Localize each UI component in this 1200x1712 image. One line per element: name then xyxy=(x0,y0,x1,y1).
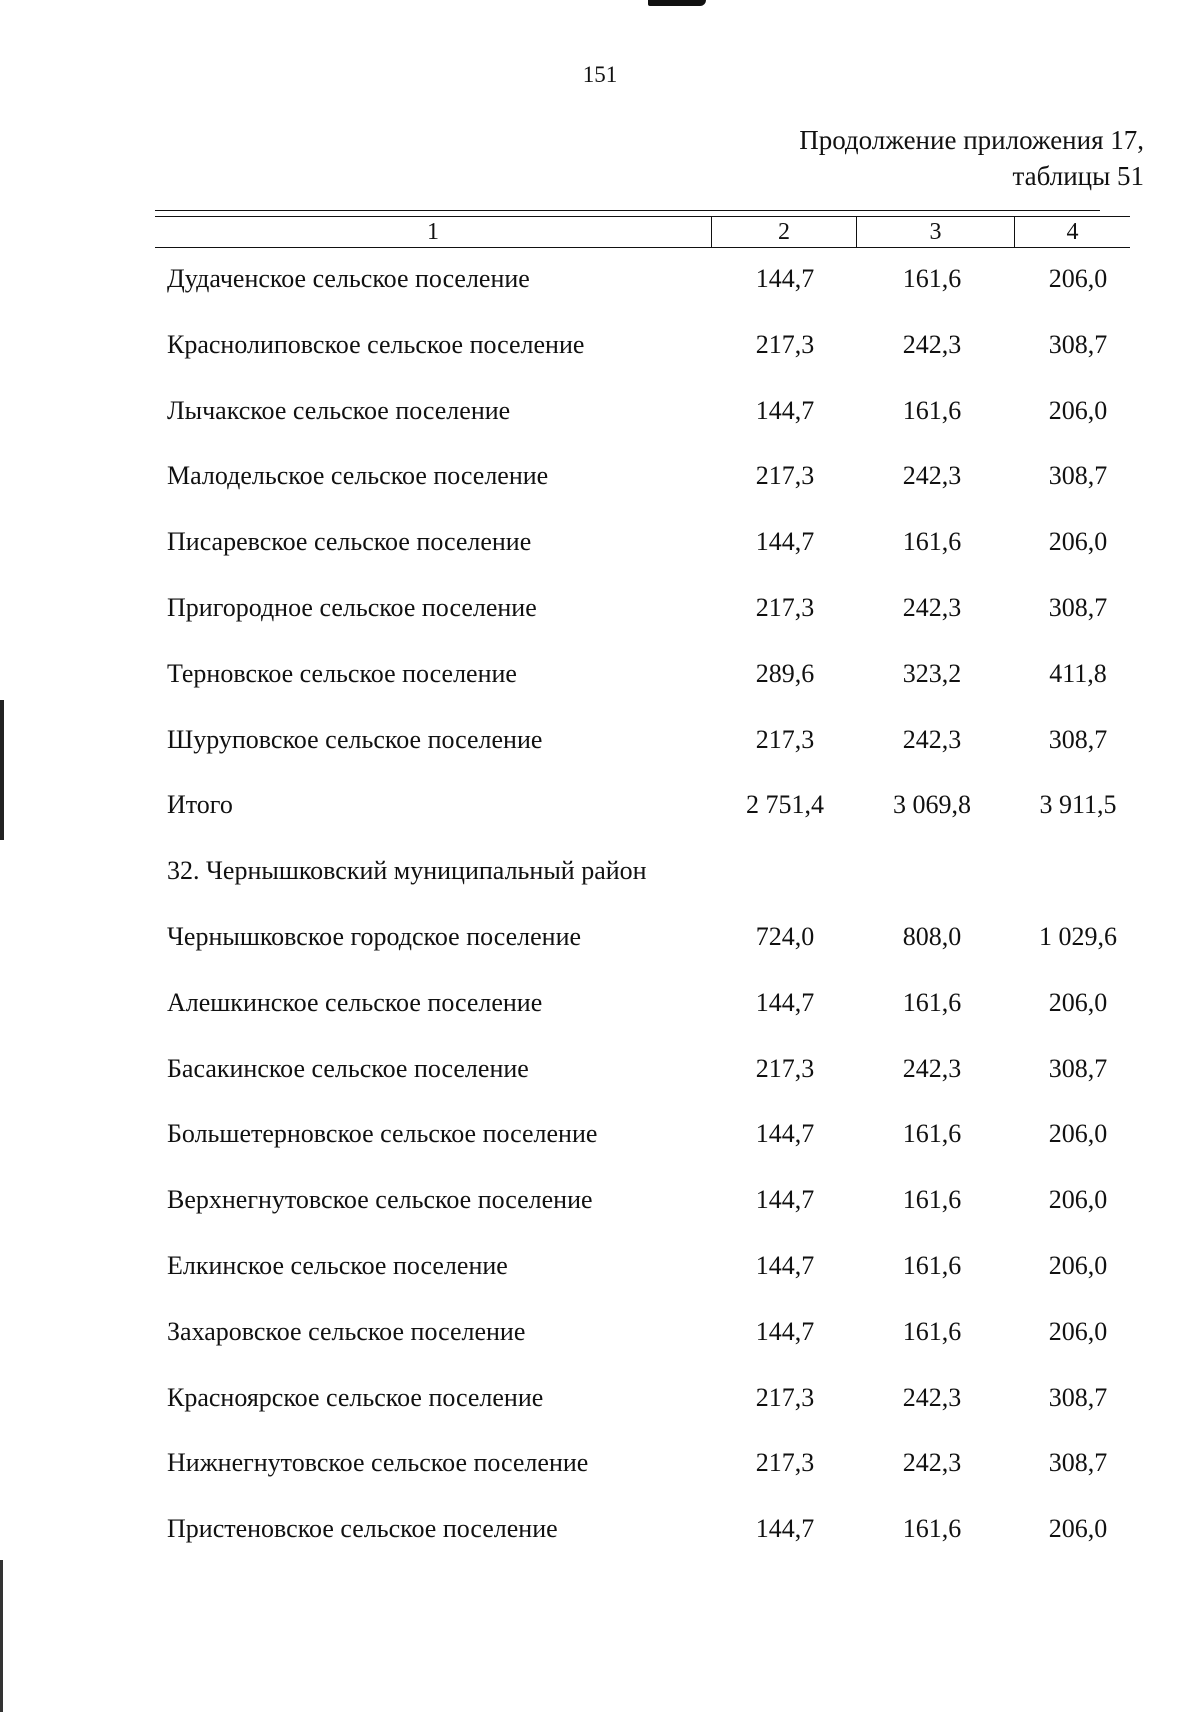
row-value-col-2: 144,7 xyxy=(755,395,815,425)
row-value-col-4: 308,7 xyxy=(1048,724,1108,754)
row-value-col-2: 217,3 xyxy=(755,329,815,359)
table-body xyxy=(0,264,1200,1580)
row-name: Елкинское сельское поселение xyxy=(167,1250,508,1280)
table-row xyxy=(0,1054,1200,1120)
row-name: Лычакское сельское поселение xyxy=(167,395,511,425)
row-value-col-3: 161,6 xyxy=(902,1185,962,1215)
continuation-line-2: таблицы 51 xyxy=(1012,161,1144,191)
row-value-col-2: 217,3 xyxy=(755,592,815,622)
row-name: Алешкинское сельское поселение xyxy=(167,987,543,1017)
row-value-col-2: 217,3 xyxy=(755,461,815,491)
header-col-1: 1 xyxy=(155,217,712,247)
row-name: Чернышковское городское поселение xyxy=(167,921,582,951)
row-name: Захаровское сельское поселение xyxy=(167,1316,526,1346)
row-value-col-2: 724,0 xyxy=(755,921,815,951)
row-value-col-2: 144,7 xyxy=(755,1316,815,1346)
table-row xyxy=(0,1383,1200,1449)
row-value-col-4: 206,0 xyxy=(1048,1119,1108,1149)
row-value-col-4: 308,7 xyxy=(1048,461,1108,491)
table-row xyxy=(0,922,1200,988)
row-value-col-3: 242,3 xyxy=(902,1053,962,1083)
row-name: Пристеновское сельское поселение xyxy=(167,1514,558,1544)
row-value-col-4: 308,7 xyxy=(1048,329,1108,359)
row-value-col-4: 308,7 xyxy=(1048,1448,1108,1478)
table-row xyxy=(0,856,1200,922)
table-row xyxy=(0,1251,1200,1317)
row-value-col-2: 144,7 xyxy=(755,987,815,1017)
row-value-col-2: 217,3 xyxy=(755,724,815,754)
row-name: Итого xyxy=(167,790,233,820)
table-row xyxy=(0,988,1200,1054)
row-value-col-2: 144,7 xyxy=(755,264,815,293)
row-value-col-2: 217,3 xyxy=(755,1382,815,1412)
row-value-col-3: 161,6 xyxy=(902,264,962,293)
scan-artifact-left-edge-bottom xyxy=(0,1560,3,1712)
header-col-3: 3 xyxy=(857,217,1015,247)
continuation-line-1: Продолжение приложения 17, xyxy=(799,125,1144,155)
row-name: Красноярское сельское поселение xyxy=(167,1382,544,1412)
row-value-col-2: 144,7 xyxy=(755,527,815,557)
row-value-col-3: 242,3 xyxy=(902,1382,962,1412)
row-value-col-3: 808,0 xyxy=(902,921,962,951)
row-value-col-4: 308,7 xyxy=(1048,1053,1108,1083)
table-row xyxy=(0,1448,1200,1514)
row-value-col-3: 161,6 xyxy=(902,395,962,425)
row-name: Писаревское сельское поселение xyxy=(167,527,532,557)
row-name: Терновское сельское поселение xyxy=(167,658,517,688)
table-row xyxy=(0,593,1200,659)
row-name: Дудаченское сельское поселение xyxy=(167,264,530,293)
row-value-col-3: 242,3 xyxy=(902,592,962,622)
row-value-col-4: 308,7 xyxy=(1048,592,1108,622)
row-value-col-2: 144,7 xyxy=(755,1514,815,1544)
row-value-col-3: 323,2 xyxy=(902,658,962,688)
table-row xyxy=(0,330,1200,396)
continuation-caption xyxy=(799,122,1144,194)
row-name: Большетерновское сельское поселение xyxy=(167,1119,598,1149)
row-value-col-4: 411,8 xyxy=(1049,658,1107,688)
row-value-col-4: 206,0 xyxy=(1048,395,1108,425)
row-value-col-4: 1 029,6 xyxy=(1039,921,1117,951)
row-name: Малодельское сельское поселение xyxy=(167,461,549,491)
row-name: Краснолиповское сельское поселение xyxy=(167,329,585,359)
row-value-col-2: 144,7 xyxy=(755,1185,815,1215)
scan-artifact-top xyxy=(648,0,706,6)
table-row xyxy=(0,659,1200,725)
table-row xyxy=(0,1185,1200,1251)
row-value-col-2: 144,7 xyxy=(755,1250,815,1280)
header-col-2: 2 xyxy=(712,217,857,247)
row-value-col-2: 217,3 xyxy=(755,1448,815,1478)
row-value-col-4: 206,0 xyxy=(1048,1250,1108,1280)
row-value-col-2: 289,6 xyxy=(755,658,815,688)
row-value-col-3: 242,3 xyxy=(902,1448,962,1478)
table-row xyxy=(0,264,1200,330)
table-header-row xyxy=(155,216,1130,248)
table-row xyxy=(0,1119,1200,1185)
table-row xyxy=(0,396,1200,462)
table-top-rule xyxy=(155,210,1100,211)
row-name: Нижнегнутовское сельское поселение xyxy=(167,1448,589,1478)
table-row xyxy=(0,1514,1200,1580)
row-name: Верхнегнутовское сельское поселение xyxy=(167,1185,593,1215)
row-value-col-4: 206,0 xyxy=(1048,527,1108,557)
row-value-col-3: 242,3 xyxy=(902,329,962,359)
row-name: Пригородное сельское поселение xyxy=(167,592,537,622)
row-value-col-4: 308,7 xyxy=(1048,1382,1108,1412)
page-number: 151 xyxy=(582,62,618,87)
row-value-col-3: 161,6 xyxy=(902,987,962,1017)
row-value-col-2: 217,3 xyxy=(755,1053,815,1083)
row-value-col-4: 206,0 xyxy=(1048,1514,1108,1544)
table-row xyxy=(0,527,1200,593)
row-value-col-3: 161,6 xyxy=(902,1250,962,1280)
row-value-col-3: 242,3 xyxy=(902,724,962,754)
row-value-col-2: 144,7 xyxy=(755,1119,815,1149)
row-value-col-3: 242,3 xyxy=(902,461,962,491)
row-name: 32. Чернышковский муниципальный район xyxy=(167,856,647,886)
row-value-col-4: 206,0 xyxy=(1048,987,1108,1017)
row-value-col-3: 161,6 xyxy=(902,1316,962,1346)
row-value-col-4: 206,0 xyxy=(1048,1316,1108,1346)
table-row xyxy=(0,1317,1200,1383)
row-name: Басакинское сельское поселение xyxy=(167,1053,529,1083)
table-row xyxy=(0,790,1200,856)
row-value-col-3: 3 069,8 xyxy=(893,790,971,820)
row-value-col-3: 161,6 xyxy=(902,1514,962,1544)
header-col-4: 4 xyxy=(1066,218,1079,245)
row-value-col-4: 206,0 xyxy=(1048,1185,1108,1215)
row-value-col-4: 206,0 xyxy=(1048,264,1108,293)
row-name: Шуруповское сельское поселение xyxy=(167,724,543,754)
row-value-col-3: 161,6 xyxy=(902,527,962,557)
row-value-col-4: 3 911,5 xyxy=(1039,790,1117,820)
table-row xyxy=(0,725,1200,791)
table-row xyxy=(0,461,1200,527)
row-value-col-3: 161,6 xyxy=(902,1119,962,1149)
row-value-col-2: 2 751,4 xyxy=(746,790,824,820)
